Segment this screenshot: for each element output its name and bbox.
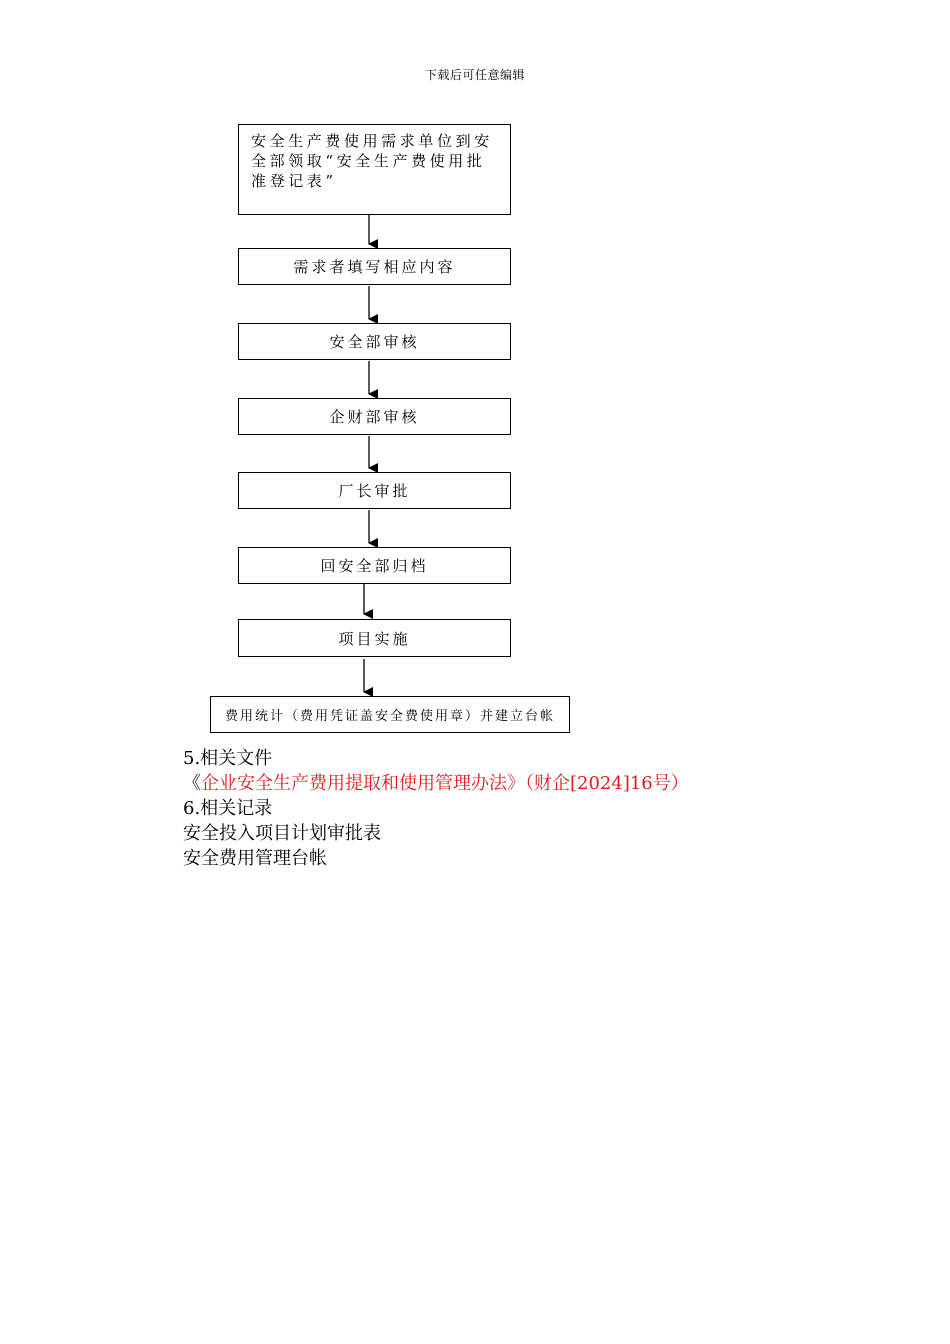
related-document <box>183 771 689 796</box>
flow-step-6-label: 回安全部归档 <box>320 557 429 575</box>
related-document-title: 企业安全生产费用提取和使用管理办法》（财企[2024]16号） <box>201 773 689 794</box>
flow-step-5 <box>238 472 511 509</box>
flow-step-6 <box>238 547 511 584</box>
flow-step-1-label: 安全生产费使用需求单位到安全部领取“安全生产费使用批准登记表” <box>251 132 493 190</box>
flow-step-2 <box>238 248 511 285</box>
page-header: 下载后可任意编辑 <box>424 68 525 82</box>
flow-step-4-label: 企财部审核 <box>329 408 420 426</box>
flow-step-7-label: 项目实施 <box>338 629 411 648</box>
flow-step-5-label: 厂长审批 <box>338 482 411 500</box>
flow-step-2-label: 需求者填写相应内容 <box>293 258 456 276</box>
flow-step-8 <box>210 696 570 733</box>
flow-step-8-label: 费用统计（费用凭证盖安全费使用章）并建立台帐 <box>224 709 555 724</box>
related-document-open-bracket: 《 <box>183 773 201 794</box>
record-item-2: 安全费用管理台帐 <box>183 848 327 869</box>
section-6-heading: 6.相关记录 <box>183 798 273 819</box>
flow-step-1 <box>238 124 511 215</box>
flow-step-4 <box>238 398 511 435</box>
flow-step-3-label: 安全部审核 <box>329 333 420 351</box>
flow-step-3 <box>238 323 511 360</box>
section-5-heading: 5.相关文件 <box>183 748 273 769</box>
record-item-1: 安全投入项目计划审批表 <box>183 823 381 844</box>
flow-step-7 <box>238 619 511 657</box>
